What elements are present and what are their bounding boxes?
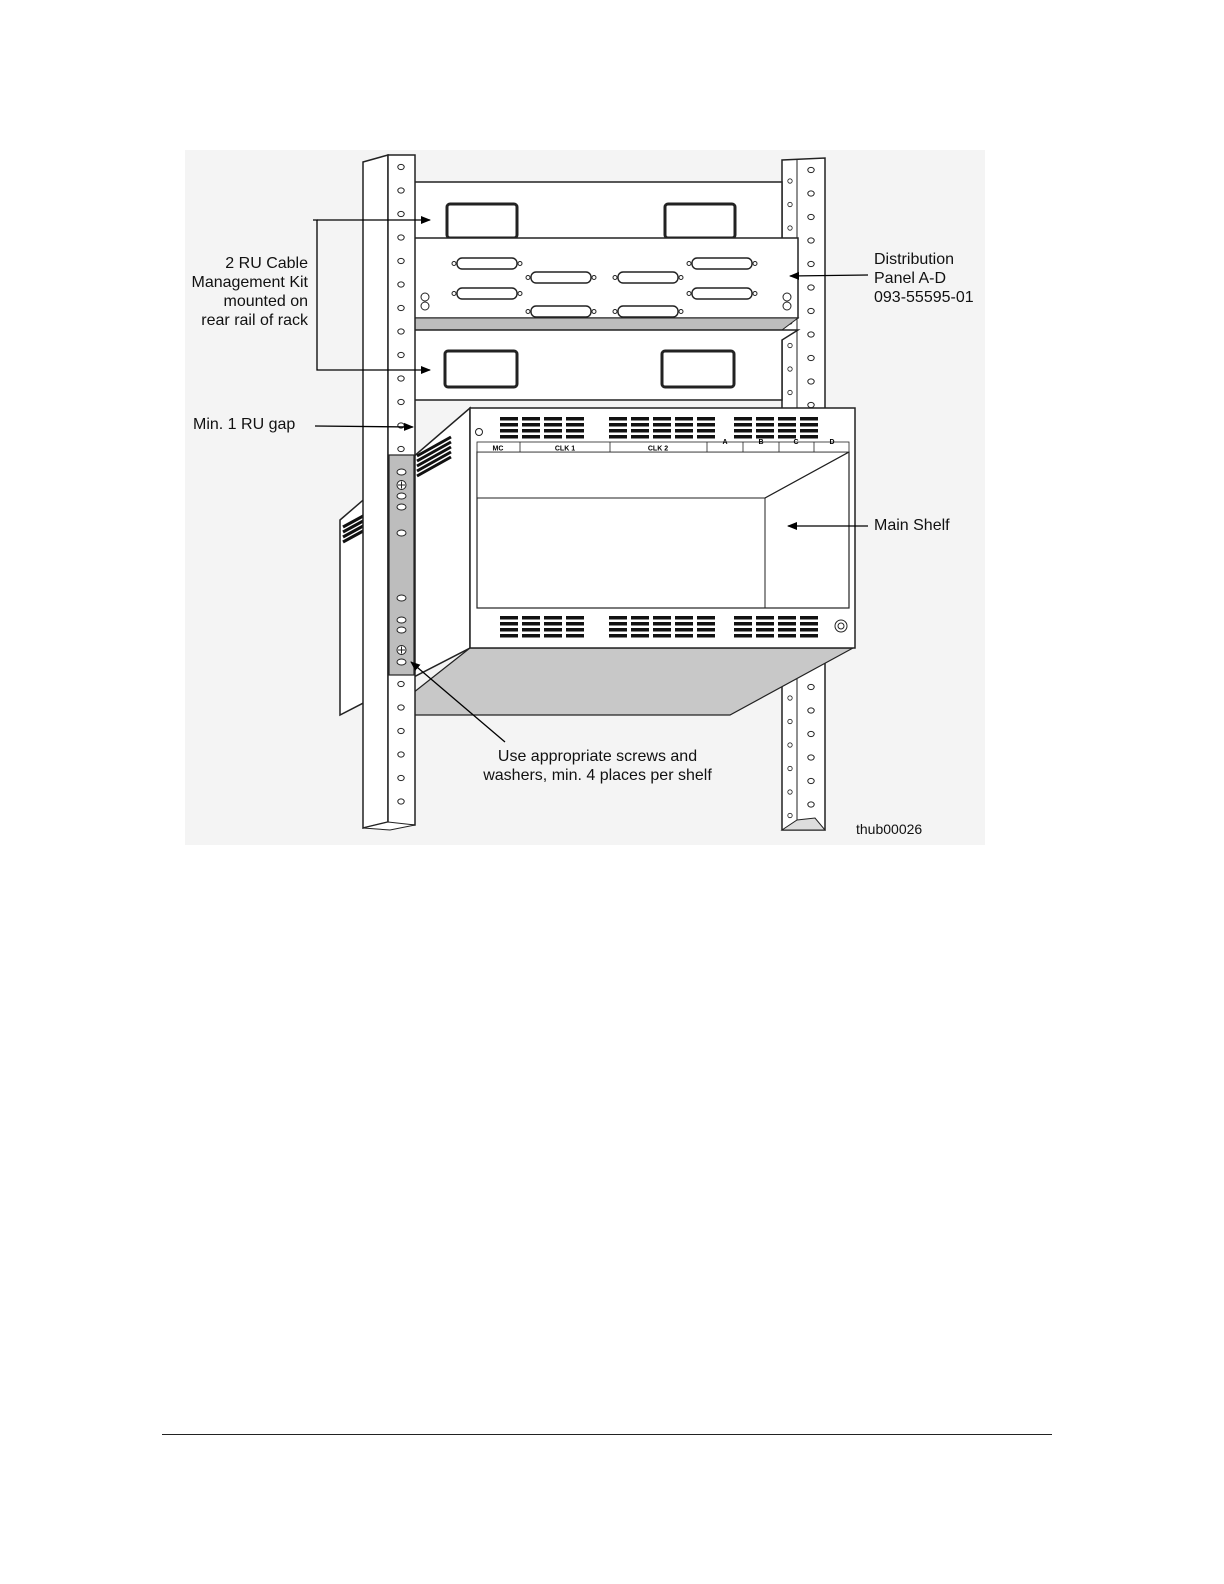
vent-slot	[653, 622, 671, 626]
vent-slot	[609, 616, 627, 620]
vent-slot	[500, 622, 518, 626]
distribution-panel	[413, 238, 798, 330]
rail-hole	[788, 343, 792, 347]
bracket-slot	[397, 469, 406, 475]
db-connector	[618, 272, 678, 283]
rail-hole	[808, 731, 814, 736]
vent-slot	[566, 634, 584, 638]
rail-hole	[398, 376, 404, 381]
rail-hole	[398, 258, 404, 263]
rail-hole	[808, 285, 814, 290]
vent-slot	[609, 634, 627, 638]
rail-hole	[808, 802, 814, 807]
vent-slot	[522, 429, 540, 433]
vent-slot	[675, 429, 693, 433]
vent-slot	[800, 628, 818, 632]
vent-slot	[756, 435, 774, 439]
vent-slot	[675, 622, 693, 626]
vent-slot	[653, 417, 671, 421]
rail-hole	[808, 379, 814, 384]
rail-hole	[808, 261, 814, 266]
rail-hole	[398, 799, 404, 804]
callout-distribution-panel: Distribution Panel A-D 093-55595-01	[874, 251, 974, 306]
rail-hole	[808, 708, 814, 713]
vent-slot	[697, 628, 715, 632]
rail-hole	[398, 188, 404, 193]
vent-slot	[500, 634, 518, 638]
rail-hole	[808, 167, 814, 172]
rail-hole	[808, 684, 814, 689]
vent-slot	[778, 628, 796, 632]
vent-slot	[609, 429, 627, 433]
vent-slot	[756, 429, 774, 433]
db-connector	[457, 258, 517, 269]
vent-slot	[631, 423, 649, 427]
shelf-label-clk2: CLK 2	[647, 445, 669, 453]
vent-slot	[653, 628, 671, 632]
vent-slot	[800, 634, 818, 638]
vent-slot	[653, 423, 671, 427]
vent-slot	[778, 417, 796, 421]
vent-slot	[778, 634, 796, 638]
vent-slot	[566, 622, 584, 626]
vent-slot	[697, 429, 715, 433]
vent-slot	[778, 429, 796, 433]
vent-slot	[522, 417, 540, 421]
rail-hole	[808, 191, 814, 196]
vent-slot	[697, 622, 715, 626]
vent-slot	[544, 622, 562, 626]
rail-hole	[808, 402, 814, 407]
vent-slot	[800, 435, 818, 439]
rail-hole	[398, 775, 404, 780]
vent-slot	[778, 622, 796, 626]
vent-slot	[631, 435, 649, 439]
vent-slot	[544, 423, 562, 427]
vent-slot	[734, 435, 752, 439]
rail-hole	[788, 743, 792, 747]
figure-id: thub00026	[856, 821, 923, 837]
vent-slot	[609, 435, 627, 439]
rail-hole	[788, 367, 792, 371]
vent-slot	[544, 429, 562, 433]
vent-slot	[697, 634, 715, 638]
vent-slot	[756, 634, 774, 638]
db-connector	[531, 272, 591, 283]
vent-slot	[756, 616, 774, 620]
rail-hole	[788, 719, 792, 723]
vent-slot	[544, 616, 562, 620]
bracket-slot	[397, 659, 406, 665]
db-connector	[618, 306, 678, 317]
rail-hole	[808, 238, 814, 243]
vent-slot	[566, 429, 584, 433]
vent-slot	[756, 423, 774, 427]
bracket-slot	[397, 595, 406, 601]
vent-slot	[566, 628, 584, 632]
vent-slot	[800, 616, 818, 620]
vent-slot	[566, 616, 584, 620]
vent-slot	[500, 417, 518, 421]
db-connector	[692, 258, 752, 269]
rail-hole	[788, 226, 792, 230]
vent-slot	[756, 417, 774, 421]
rail-hole	[398, 399, 404, 404]
rail-hole	[398, 705, 404, 710]
vent-slot	[653, 616, 671, 620]
vent-slot	[675, 628, 693, 632]
callout-ru-gap: Min. 1 RU gap	[193, 416, 296, 433]
vent-slot	[631, 616, 649, 620]
callout-cable-management-kit: 2 RU Cable Management Kit mounted on rear rail of rack	[191, 255, 308, 329]
vent-slot	[522, 423, 540, 427]
vent-slot	[734, 628, 752, 632]
bracket-slot	[397, 627, 406, 633]
vent-slot	[675, 435, 693, 439]
vent-slot	[778, 435, 796, 439]
rail-hole	[808, 308, 814, 313]
rail-hole	[788, 696, 792, 700]
vent-slot	[566, 435, 584, 439]
rail-hole	[808, 755, 814, 760]
vent-slot	[544, 634, 562, 638]
rail-hole	[398, 235, 404, 240]
shelf-label-clk1: CLK 1	[554, 445, 576, 453]
vent-slot	[653, 429, 671, 433]
vent-slot	[675, 423, 693, 427]
vent-slot	[734, 423, 752, 427]
shelf-label-slot-a: A	[722, 439, 728, 446]
db-connector	[531, 306, 591, 317]
rail-hole	[788, 766, 792, 770]
vent-slot	[566, 417, 584, 421]
callout-screws: Use appropriate screws and washers, min. 4 places per shelf	[483, 748, 712, 784]
shelf-label-mc: MC	[492, 445, 504, 453]
vent-slot	[734, 622, 752, 626]
bracket-slot	[397, 617, 406, 623]
rail-hole	[808, 332, 814, 337]
vent-slot	[544, 435, 562, 439]
footer-rule	[162, 1434, 1052, 1435]
vent-slot	[609, 417, 627, 421]
rail-hole	[788, 179, 792, 183]
rail-hole	[808, 778, 814, 783]
vent-slot	[631, 628, 649, 632]
vent-slot	[675, 417, 693, 421]
vent-slot	[522, 628, 540, 632]
vent-slot	[697, 417, 715, 421]
vent-slot	[522, 622, 540, 626]
vent-slot	[653, 634, 671, 638]
main-shelf	[340, 408, 855, 715]
rail-hole	[788, 790, 792, 794]
rail-hole	[398, 164, 404, 169]
rail-hole	[808, 214, 814, 219]
vent-slot	[734, 634, 752, 638]
vent-slot	[756, 628, 774, 632]
vent-slot	[697, 423, 715, 427]
vent-slot	[800, 622, 818, 626]
vent-slot	[697, 616, 715, 620]
rail-hole	[398, 352, 404, 357]
vent-slot	[500, 616, 518, 620]
vent-slot	[631, 634, 649, 638]
rail-hole	[788, 390, 792, 394]
vent-slot	[756, 622, 774, 626]
vent-slot	[522, 616, 540, 620]
vent-slot	[800, 417, 818, 421]
vent-slot	[697, 435, 715, 439]
vent-slot	[778, 616, 796, 620]
db-connector	[457, 288, 517, 299]
vent-slot	[500, 628, 518, 632]
vent-slot	[800, 423, 818, 427]
vent-slot	[544, 417, 562, 421]
rail-hole	[398, 446, 404, 451]
vent-slot	[609, 423, 627, 427]
shelf-label-slot-b: B	[758, 439, 764, 446]
rail-hole	[398, 681, 404, 686]
rail-hole	[398, 329, 404, 334]
vent-slot	[734, 429, 752, 433]
rail-hole	[808, 355, 814, 360]
vent-slot	[500, 423, 518, 427]
shelf-label-slot-d: D	[829, 439, 835, 446]
shelf-label-slot-c: C	[793, 439, 799, 446]
vent-slot	[778, 423, 796, 427]
cable-management-kit-lower	[413, 330, 798, 400]
vent-slot	[734, 417, 752, 421]
rail-hole	[398, 211, 404, 216]
rail-hole	[788, 813, 792, 817]
rack-installation-figure	[185, 150, 985, 845]
rail-hole	[788, 202, 792, 206]
mounting-bracket	[389, 455, 414, 675]
vent-slot	[609, 622, 627, 626]
vent-slot	[500, 429, 518, 433]
vent-slot	[734, 616, 752, 620]
bracket-slot	[397, 530, 406, 536]
rail-hole	[398, 282, 404, 287]
vent-slot	[544, 628, 562, 632]
rail-hole	[398, 728, 404, 733]
rail-hole	[398, 752, 404, 757]
vent-slot	[653, 435, 671, 439]
rail-hole	[398, 305, 404, 310]
vent-slot	[522, 435, 540, 439]
vent-slot	[631, 417, 649, 421]
vent-slot	[675, 616, 693, 620]
bracket-slot	[397, 504, 406, 510]
vent-slot	[675, 634, 693, 638]
vent-slot	[631, 622, 649, 626]
vent-slot	[631, 429, 649, 433]
bracket-slot	[397, 493, 406, 499]
vent-slot	[522, 634, 540, 638]
vent-slot	[566, 423, 584, 427]
vent-slot	[800, 429, 818, 433]
callout-main-shelf: Main Shelf	[874, 517, 950, 534]
db-connector	[692, 288, 752, 299]
cable-management-kit-upper	[413, 182, 782, 240]
vent-slot	[500, 435, 518, 439]
vent-slot	[609, 628, 627, 632]
